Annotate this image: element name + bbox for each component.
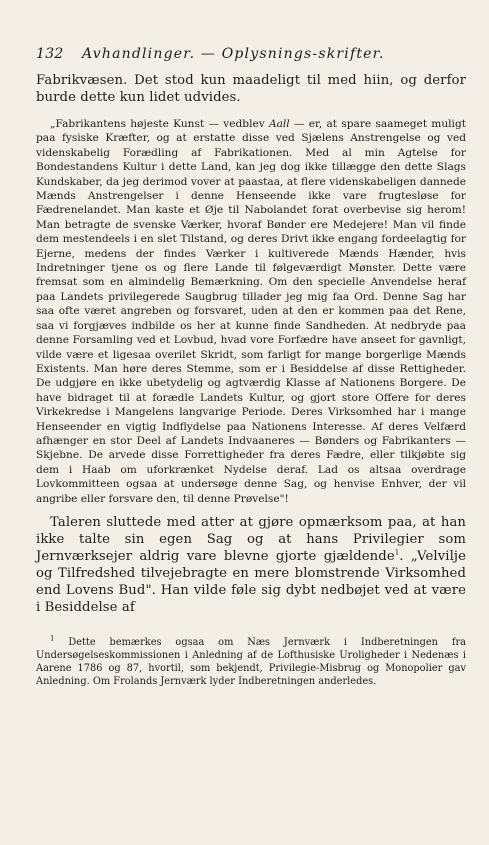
closing-text-start: Taleren sluttede med atter at gjøre opmærksom paa, at han ikke talte sin egen Sag og at hans Privilegier som Jernværksejer aldrig vare blevne gjorte gjældende [36, 514, 466, 564]
closing-paragraph [36, 514, 466, 616]
footnote [36, 636, 466, 688]
speaker-name: Aall [268, 118, 290, 130]
quote-text-start: „Fabrikantens højeste Kunst — vedblev [50, 118, 269, 130]
page-header [36, 46, 466, 68]
running-title: Avhandlinger. — Oplysnings-skrifter. [82, 46, 385, 62]
paragraph-text: Fabrikvæsen. Det stod kun maadeligt til med hiin, og derfor burde dette kun lidet udvides. [36, 73, 466, 105]
page-number: 132 [36, 46, 64, 62]
footnote-reference[interactable]: 1 [394, 548, 400, 557]
closing-text-rest: . „Velvilje og Tilfredshed tilvejebragte en mere blomstrende Virksomhed end Lovens Bud". Han vilde føle sig dybt nedbøjet ved at være i Besiddelse af [36, 548, 466, 615]
quote-text-rest: — er, at spare saameget muligt paa fysiske Kræfter, og at erstatte disse ved Sjælens Anstrengelse og ved videnskabelig Forædling af Fabrikationen. Med al min Agtelse for Bondestandens Kultur i dette Land, kan jeg dog ikke tillægge den dette Slags Kundskaber, da jeg derimod vover at paastaa, at flere videnskabeligen dannede Mænds Anstrengelser i denne Henseende ikke vare frugtesløse for Fædrenelandet. Man kaste et Øje til Nabolandet forat overbevise sig herom! Man betragte de svenske Værker, hvoraf Bønder ere Medejere! Man vil finde dem mestendeels i en slet Tilstand, og deres Drivt ikke engang fordeelagtig for Ejerne, medens der findes Værker i kultiverede Mænds Hænder, hvis Indretninger tjene os og flere Lande til følgeværdigt Mønster. Dette være fremsat som en almindelig Bemærkning. Om den specielle Anvendelse heraf paa Landets privilegerede Saugbrug tillader jeg mig faa Ord. Denne Sag har saa ofte været angreben og forsvaret, uden at den er kommen paa det Rene, saa vi forgjæves indbilde os her at kunne finde Sandheden. At nedbryde paa denne Forsamling ved et Lovbud, hvad vore Forfædre have anseet for gavnligt, vilde være et ligesaa overilet Skridt, som farligt for mange borgerlige Mænds Existents. Man høre deres Stemme, som er i Besiddelse af disse Rettigheder. De udgjøre en ikke ubetydelig og agtværdig Klasse af Nationens Borgere. De have bidraget til at forædle Landets Kultur, og gjort store Offere for deres Virkekredse i Mangelens langvarige Periode. Deres Virksomhed har i mange Henseender en vigtig Indflydelse paa Nationens Interesse. Af deres Velfærd afhænger en stor Deel af Landets Indvaaneres — Bønders og Fabrikanters — Skjebne. De arvede disse Forrettigheder fra deres Fædre, eller tilkjøbte sig dem i Haab om uforkrænket Nydelse deraf. Lad os altsaa overdrage Lovkommitteen ogsaa at undersøge denne Sag, og henvise Enhver, der vil angribe eller forsvare den, til denne Prøvelse"! [36, 118, 466, 505]
paragraph-continuation [36, 72, 466, 106]
footnote-mark: 1 [50, 634, 55, 643]
quoted-speech-paragraph [36, 117, 466, 506]
footnote-text: Dette bemærkes ogsaa om Næs Jernværk i Indberetningen fra Undersøgelseskommissionen i Anledning af de Lofthusiske Uroligheder i Nedenæs i Aarene 1786 og 87, hvortil, som bekjendt, Privilegie-Misbrug og Monopolier gav Anledning. Om Frolands Jernværk lyder Indberetningen anderledes. [36, 636, 466, 687]
book-page [36, 46, 466, 698]
